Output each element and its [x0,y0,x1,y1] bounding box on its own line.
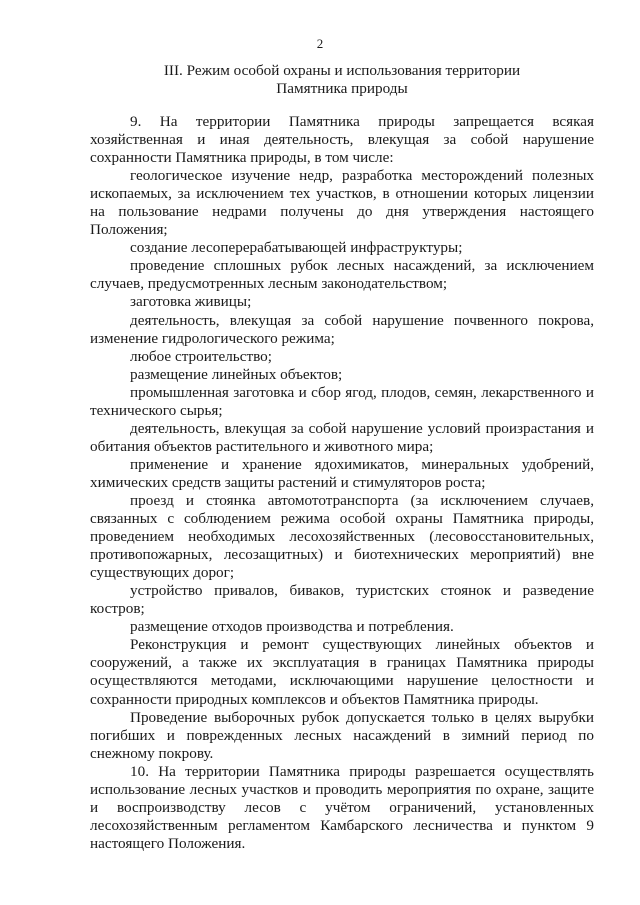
list-item: проведение сплошных рубок лесных насаждений, за исключением случаев, предусмотренных лесным законодательством; [90,257,594,293]
section-title [90,62,594,98]
page-number: 2 [316,36,324,51]
list-item: деятельность, влекущая за собой нарушение почвенного покрова, изменение гидрологического режима; [90,311,594,347]
paragraph-item-10: 10. На территории Памятника природы разрешается осуществлять использование лесных участков и проводить мероприятия по охране, защите и воспроизводству лесов с учётом ограничений, установленных лесохозяйственным регламентом Камбарского лесничества и пунктом 9 настоящего Положения. [90,762,594,852]
list-item: создание лесоперерабатывающей инфраструктуры; [130,239,463,257]
list-item: применение и хранение ядохимикатов, минеральных удобрений, химических средств защиты растений и стимуляторов роста; [90,455,594,491]
section-title-line-2: Памятника природы [276,80,408,97]
list-item: любое строительство; [130,347,272,365]
list-item: размещение отходов производства и потребления. [130,618,454,636]
section-title-line-1: III. Режим особой охраны и использования территории [163,62,521,79]
paragraph-reconstruction: Реконструкция и ремонт существующих линейных объектов и сооружений, а также их эксплуатация в границах Памятника природы осуществляются методами, исключающими нарушение целостности и сохранности природных комплексов и объектов Памятника природы. [90,636,594,708]
list-item: устройство привалов, биваков, туристских стоянок и разведение костров; [90,582,594,618]
paragraph-item-9: 9. На территории Памятника природы запрещается всякая хозяйственная и иная деятельность, влекущая за собой нарушение сохранности Памятника природы, в том числе: [90,113,594,167]
list-item: размещение линейных объектов; [130,365,343,383]
list-item: проезд и стоянка автомототранспорта (за исключением случаев, связанных с соблюдением режима особой охраны Памятника природы, проведением необходимых лесохозяйственных (лесовосстановительных, противопожарных, лесозащитных) и биотехнических мероприятий) вне существующих дорог; [90,491,594,582]
list-item: заготовка живицы; [130,293,252,311]
document-body [90,113,594,853]
list-item: геологическое изучение недр, разработка месторождений полезных ископаемых, за исключением тех участков, в отношении которых лицензии на пользование недрами получены до дня утверждения настоящего Положения; [90,167,594,239]
list-item: деятельность, влекущая за собой нарушение условий произрастания и обитания объектов растительного и животного мира; [90,419,594,455]
paragraph-selective-felling: Проведение выборочных рубок допускается только в целях вырубки погибших и поврежденных лесных насаждений в зимний период по снежному покрову. [90,708,594,762]
list-item: промышленная заготовка и сбор ягод, плодов, семян, лекарственного и технического сырья; [90,383,594,419]
